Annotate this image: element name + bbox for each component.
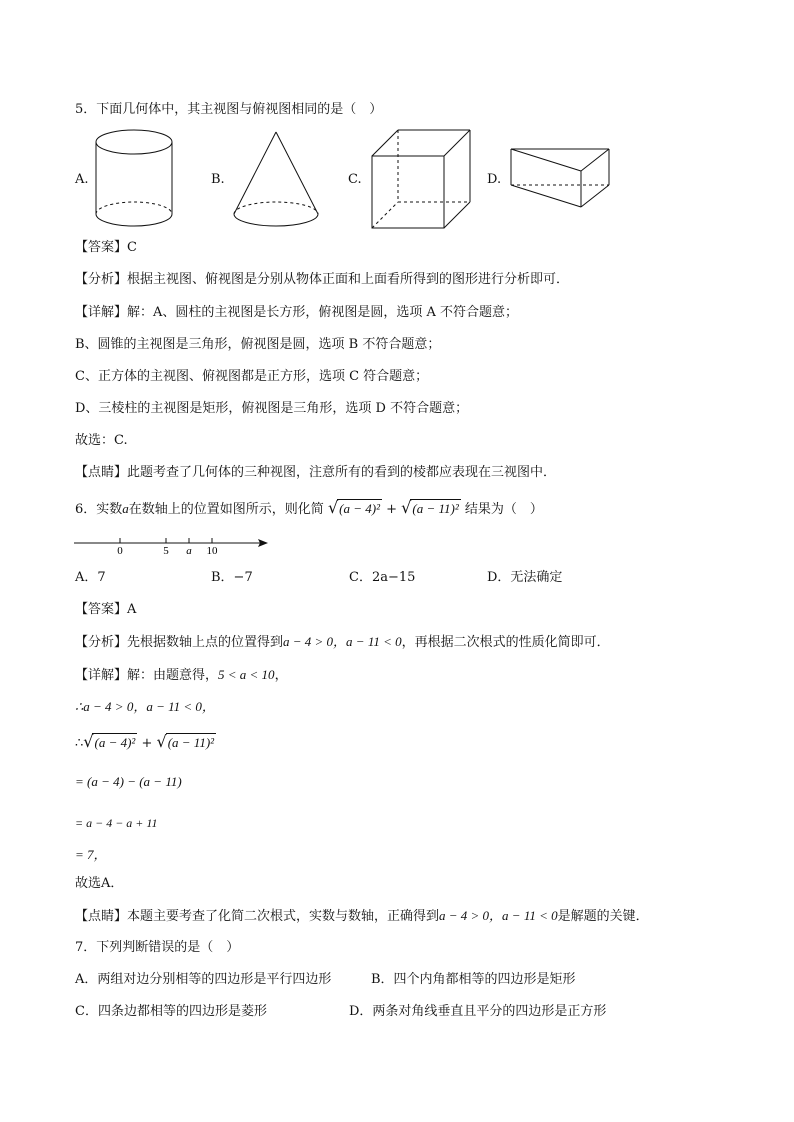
q5-stem: 5．下面几何体中，其主视图与俯视图相同的是（ ） (75, 102, 383, 117)
q6-step5: = 7， (75, 847, 107, 862)
q5-detail-3: C、正方体的主视图、俯视图都是正方形，选项 C 符合题意； (75, 369, 429, 384)
q7-option-c: C．四条边都相等的四边形是菱形 (75, 1004, 267, 1019)
q5-choose: 故选：C. (75, 433, 128, 448)
q6-option-d: D．无法确定 (487, 570, 563, 585)
q6-option-b: B．−7 (211, 570, 253, 585)
q6-stem-mid: 在数轴上的位置如图所示，则化简 (128, 502, 324, 517)
q5-analysis: 【分析】根据主视图、俯视图是分别从物体正面和上面看所得到的图形进行分析即可． (75, 272, 570, 287)
q6-answer: 【答案】A (75, 602, 137, 617)
q6-step2-rad1: (a − 4)² (94, 735, 136, 750)
cone-icon (232, 130, 322, 230)
q6-stem-prefix: 6．实数 (75, 502, 123, 517)
q5-detail-1: 【详解】解：A、圆柱的主视图是长方形，俯视图是圆，选项 A 不符合题意； (75, 305, 519, 320)
q5-detail-4: D、三棱柱的主视图是矩形，俯视图是三角形，选项 D 不符合题意； (75, 401, 469, 416)
q5-option-d-label: D. (487, 172, 502, 187)
q6-expr-rad1: (a − 4)² (339, 501, 380, 516)
q6-step2-plus: + (141, 736, 153, 751)
q7-stem: 7．下列判断错误的是（ ） (75, 940, 240, 955)
q6-choose: 故选A． (75, 876, 124, 891)
q5-option-b-label: B. (211, 172, 225, 187)
q6-detail-head-tail: ， (274, 668, 288, 683)
cube-icon (370, 128, 474, 232)
q6-analysis (75, 633, 610, 652)
q7-option-a: A．两组对边分别相等的四边形是平行四边形 (75, 972, 332, 987)
number-line-label: 0 (117, 545, 123, 557)
q5-answer: 【答案】C (75, 240, 137, 255)
q6-option-a: A．7 (75, 570, 106, 585)
number-line (74, 532, 274, 558)
q6-step2-prefix: ∴ (75, 736, 84, 751)
q7-option-d: D．两条对角线垂直且平分的四边形是正方形 (349, 1004, 607, 1019)
q6-analysis-cond: a − 4 > 0，a − 11 < 0 (283, 634, 402, 649)
q6-step4: = a − 4 − a + 11 (75, 816, 158, 830)
q6-expr-rad2: (a − 11)² (412, 501, 459, 516)
q5-comment: 【点睛】此题考查了几何体的三种视图，注意所有的看到的棱都应表现在三视图中． (75, 465, 557, 480)
q6-step2: ∴√(a − 4)² + √(a − 11)² (75, 732, 215, 751)
q5-option-c-label: C. (348, 172, 362, 187)
q6-stem: 6．实数a在数轴上的位置如图所示，则化简 √(a − 4)² + √(a − 11)² 结果为（ ） (75, 498, 543, 517)
q6-step1: ∴a − 4 > 0，a − 11 < 0， (75, 699, 215, 714)
q6-comment-prefix: 【点睛】本题主要考查了化简二次根式，实数与数轴，正确得到 (75, 909, 440, 924)
q6-stem-suffix: 结果为（ ） (464, 502, 543, 517)
q6-detail-head-text: 【详解】解：由题意得， (75, 668, 219, 683)
q6-step2-rad2: (a − 11)² (167, 735, 215, 750)
number-line-label: 5 (163, 545, 169, 557)
triangular-prism-icon (509, 145, 613, 211)
cylinder-icon (94, 128, 178, 230)
q5-option-a-label: A. (75, 172, 89, 187)
q6-detail-head-math: 5 < a < 10 (218, 667, 275, 682)
q6-comment (75, 907, 649, 926)
number-line-label: a (186, 545, 192, 557)
q6-comment-math: a − 4 > 0，a − 11 < 0 (439, 908, 558, 923)
q6-detail-head (75, 666, 288, 685)
q6-stem-var: a (122, 501, 129, 516)
q6-analysis-prefix: 【分析】先根据数轴上点的位置得到 (75, 635, 284, 650)
q6-comment-suffix: 是解题的关键． (557, 909, 649, 924)
q7-option-b: B．四个内角都相等的四边形是矩形 (371, 972, 576, 987)
q6-expr-plus: + (386, 502, 398, 517)
number-line-label: 10 (206, 545, 218, 557)
q6-step3: = (a − 4) − (a − 11) (75, 774, 182, 789)
q6-analysis-suffix: ，再根据二次根式的性质化简即可． (401, 635, 610, 650)
q6-option-c: C．2a−15 (349, 570, 416, 585)
q5-detail-2: B、圆锥的主视图是三角形，俯视图是圆，选项 B 不符合题意； (75, 337, 441, 352)
